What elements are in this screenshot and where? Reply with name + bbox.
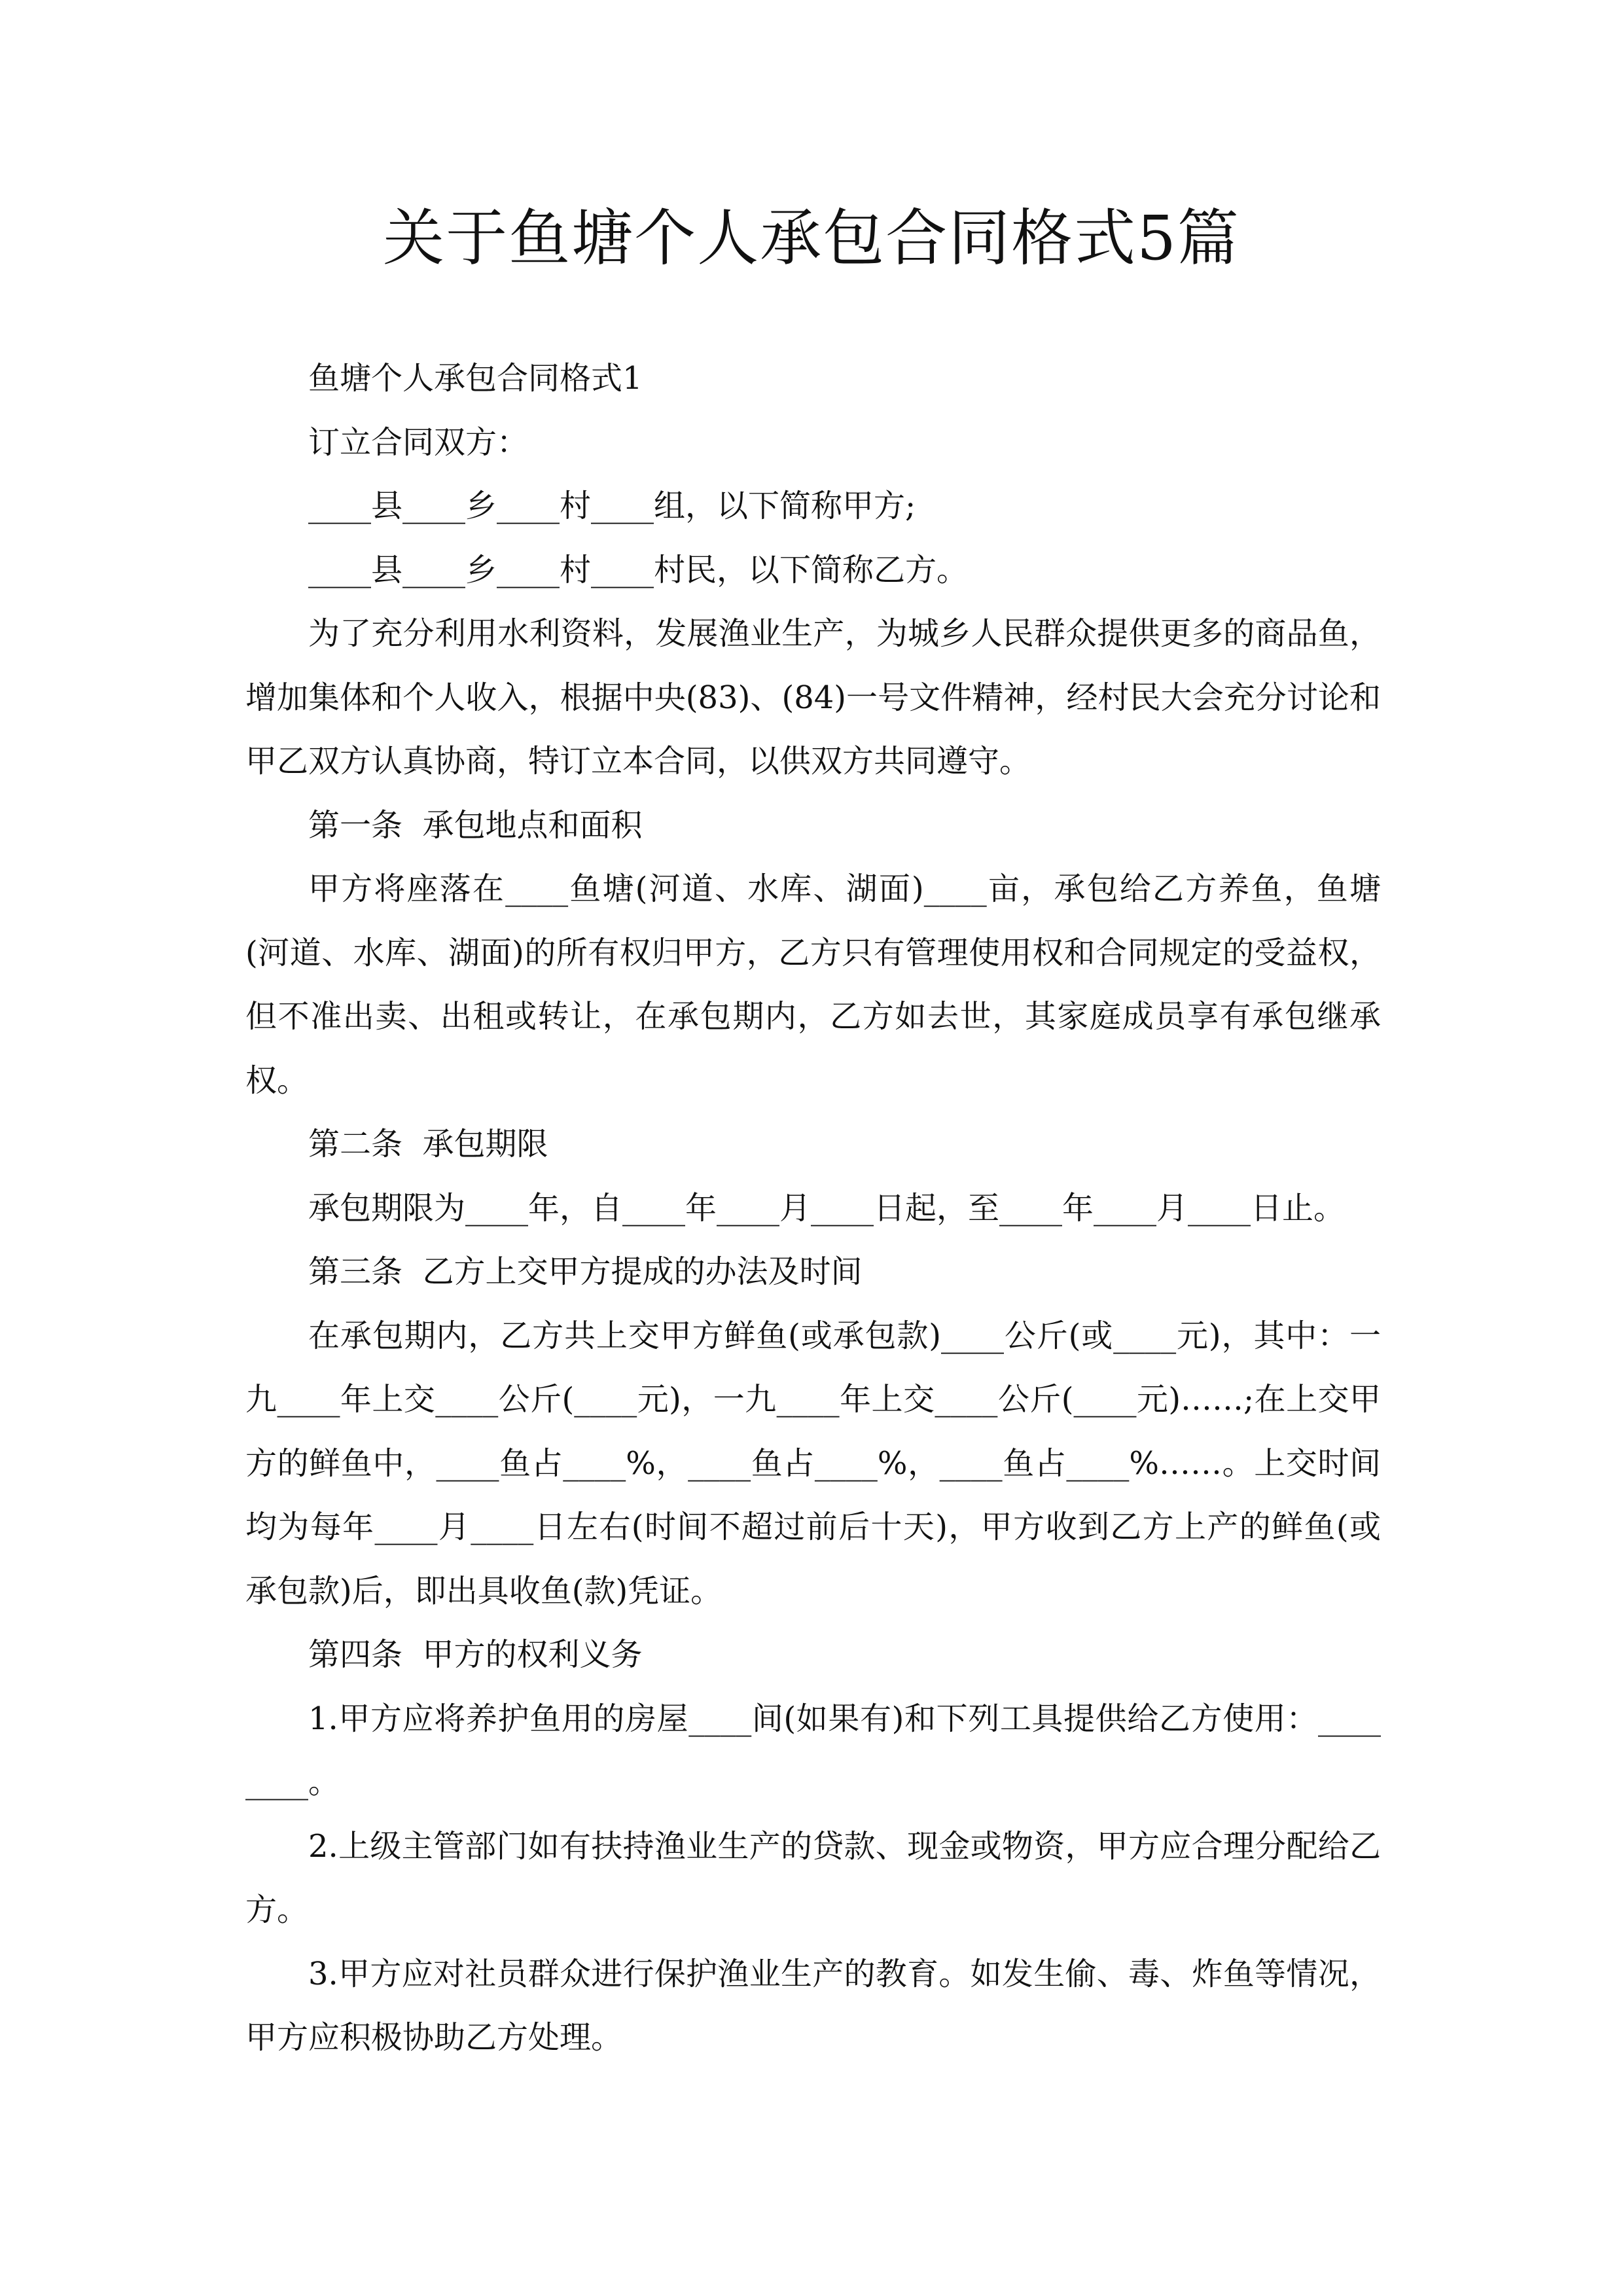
article-2-heading: 第二条 承包期限: [308, 1126, 548, 1162]
paragraph-purpose: 为了充分利用水利资料，发展渔业生产，为城乡人民群众提供更多的商品鱼，增加集体和个人收入，根据中央(83)、(84)一号文件精神，经村民大会充分讨论和甲乙双方认真协商，特订立本合同，以供双方共同遵守。: [245, 615, 1381, 780]
article-3-heading: 第三条 乙方上交甲方提成的办法及时间: [308, 1253, 863, 1290]
document-title: 关于鱼塘个人承包合同格式5篇: [383, 203, 1240, 274]
article-3-body: 在承包期内，乙方共上交甲方鲜鱼(或承包款)____公斤(或____元)，其中：一九____年上交____公斤(____元)，一九____年上交____公斤(____元)……;在上交甲方的鲜鱼中，____鱼占____%，____鱼占____%，____鱼占____%……。上交时间均为每年____月____日左右(时间不超过前后十天)，甲方收到乙方上产的鲜鱼(或承包款)后，即出具收鱼(款)凭证。: [245, 1317, 1381, 1609]
paragraph-party-a: ____县____乡____村____组，以下简称甲方;: [308, 488, 916, 524]
paragraph-parties-intro: 订立合同双方：: [308, 423, 529, 461]
article-4-item-2: 2.上级主管部门如有扶持渔业生产的贷款、现金或物资，甲方应合理分配给乙方。: [245, 1827, 1381, 1928]
section-heading-contract-1: 鱼塘个人承包合同格式1: [308, 360, 643, 397]
article-4-item-1: 1.甲方应将养护鱼用的房屋____间(如果有)和下列工具提供给乙方使用：________。: [245, 1700, 1381, 1801]
document-body: [245, 347, 1381, 2070]
article-2-body: 承包期限为____年，自____年____月____日起，至____年____月____日止。: [308, 1189, 1346, 1227]
article-1-body: 甲方将座落在____鱼塘(河道、水库、湖面)____亩，承包给乙方养鱼，鱼塘(河道、水库、湖面)的所有权归甲方，乙方只有管理使用权和合同规定的受益权，但不准出卖、出租或转让，在承包期内，乙方如去世，其家庭成员享有承包继承权。: [245, 870, 1381, 1099]
article-4-item-3: 3.甲方应对社员群众进行保护渔业生产的教育。如发生偷、毒、炸鱼等情况，甲方应积极协助乙方处理。: [245, 1955, 1381, 2056]
article-1-heading: 第一条 承包地点和面积: [308, 806, 643, 844]
article-4-heading: 第四条 甲方的权利义务: [308, 1636, 643, 1673]
paragraph-party-b: ____县____乡____村____村民，以下简称乙方。: [308, 551, 969, 588]
